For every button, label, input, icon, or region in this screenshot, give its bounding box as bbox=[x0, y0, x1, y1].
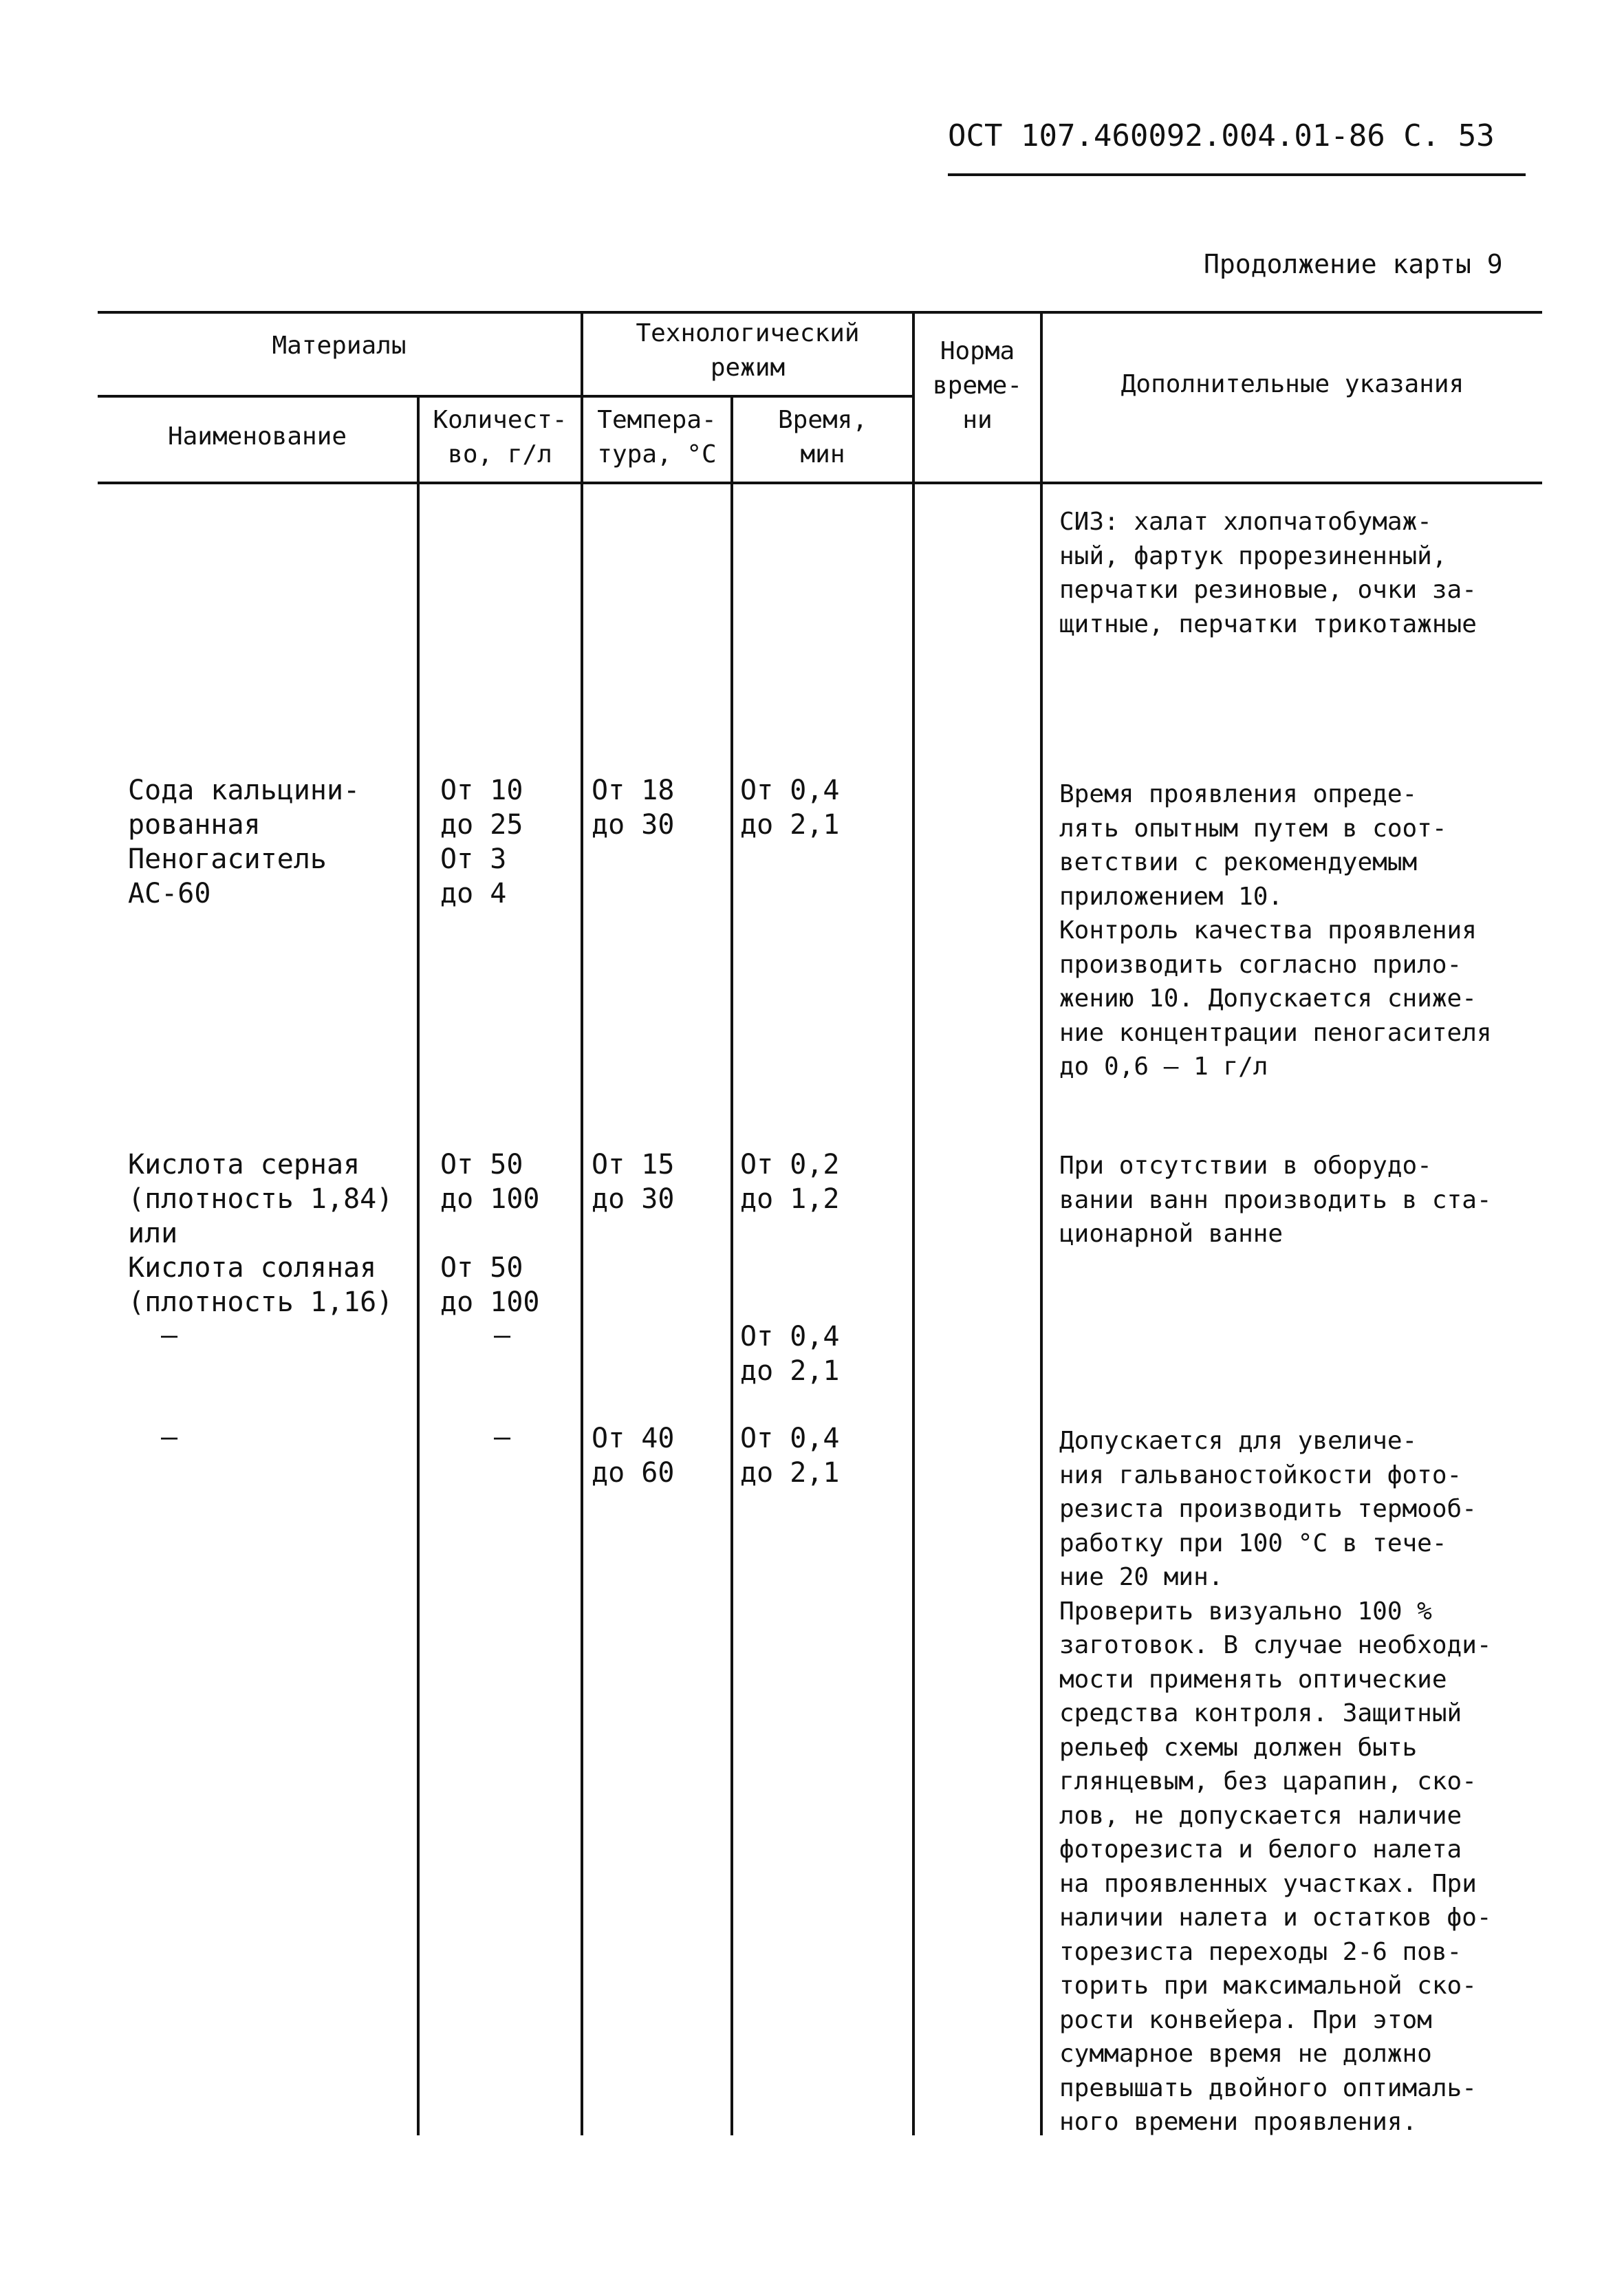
table-subheader-rule bbox=[98, 395, 915, 398]
name-cell: – bbox=[160, 1319, 178, 1351]
time-cell: От 0,2 до 1,2 bbox=[740, 1149, 840, 1215]
temperature-cell: От 15 до 30 bbox=[592, 1149, 675, 1215]
header-time-norm: Норма време- ни bbox=[932, 337, 1023, 434]
page-number: 53 bbox=[1458, 118, 1495, 153]
time-cell: От 0,4 до 2,1 bbox=[740, 1321, 840, 1387]
header-time: Время, мин bbox=[777, 406, 868, 468]
continuation-caption: Продолжение карты 9 bbox=[1204, 249, 1503, 279]
time-cell: От 0,4 до 2,1 bbox=[740, 1423, 840, 1489]
quantity-cell: – bbox=[493, 1421, 511, 1453]
quantity-cell: – bbox=[493, 1319, 511, 1351]
divider-time-norm bbox=[912, 311, 915, 2135]
notes-cell: При отсутствии в оборудо- вании ванн производить в ста- ционарной ванне bbox=[1059, 1152, 1492, 1248]
header-temperature-unit: °С bbox=[686, 440, 717, 468]
time-cell: От 0,4 до 2,1 bbox=[740, 775, 840, 841]
header-quantity: Количест- во, г/л bbox=[433, 406, 567, 468]
name-cell: Кислота серная (плотность 1,84) или Кислота соляная (плотность 1,16) bbox=[128, 1149, 393, 1318]
temperature-cell: От 18 до 30 bbox=[592, 775, 675, 841]
table-header-bottom-rule bbox=[98, 482, 1542, 484]
header-temperature bbox=[583, 403, 730, 472]
notes-cell: СИЗ: халат хлопчатобумаж- ный, фартук прорезиненный, перчатки резиновые, очки за- щитные, перчатки трикотажные bbox=[1059, 508, 1477, 638]
header-name: Наименование bbox=[167, 422, 347, 451]
quantity-cell: От 10 до 25 От 3 до 4 bbox=[440, 775, 523, 909]
temperature-cell: От 40 до 60 bbox=[592, 1423, 675, 1489]
header-underline bbox=[948, 173, 1526, 176]
divider-temperature-time bbox=[730, 395, 733, 2135]
name-cell: Сода кальцини- рованная Пеногаситель АС-60 bbox=[128, 775, 360, 909]
divider-quantity-temperature bbox=[581, 311, 583, 2135]
header-temperature-label: Темпера- тура, bbox=[597, 406, 717, 468]
header-materials: Материалы bbox=[272, 332, 407, 360]
notes-cell: Допускается для увеличе- ния гальваностойкости фото- резиста производить термооб- работку при 100 °С в тече- ние 20 мин. Проверить визуально 100 % заготовок. В случае необходи- мости применять оптические средства контроля. Защитный рельеф схемы должен быть глянцевым, без царапин, ско- лов, не допускается наличие фоторезиста и белого налета на проявленных участках. При наличии налета и остатков фо- торезиста переходы 2-6 пов- торить при максимальной ско- рости конвейера. При этом суммарное время не должно превышать двойного оптималь- ного времени проявления. bbox=[1059, 1427, 1492, 2136]
quantity-cell: От 50 до 100 От 50 до 100 bbox=[440, 1149, 540, 1318]
header-notes: Дополнительные указания bbox=[1120, 370, 1464, 398]
divider-name-quantity bbox=[417, 395, 420, 2135]
name-cell: – bbox=[160, 1421, 178, 1453]
table-top-rule bbox=[98, 311, 1542, 314]
divider-norm-notes bbox=[1040, 311, 1043, 2135]
header-tech-mode: Технологический режим bbox=[636, 319, 860, 382]
doc-code: ОСТ 107.460092.004.01-86 С. bbox=[948, 118, 1440, 153]
document-reference bbox=[948, 118, 1495, 153]
notes-cell: Время проявления опреде- лять опытным путем в соот- ветствии с рекомендуемым приложением 10. Контроль качества проявления производить согласно прило- жению 10. Допускается сниже- ние концентрации пеногасителя до 0,6 – 1 г/л bbox=[1059, 780, 1492, 1081]
